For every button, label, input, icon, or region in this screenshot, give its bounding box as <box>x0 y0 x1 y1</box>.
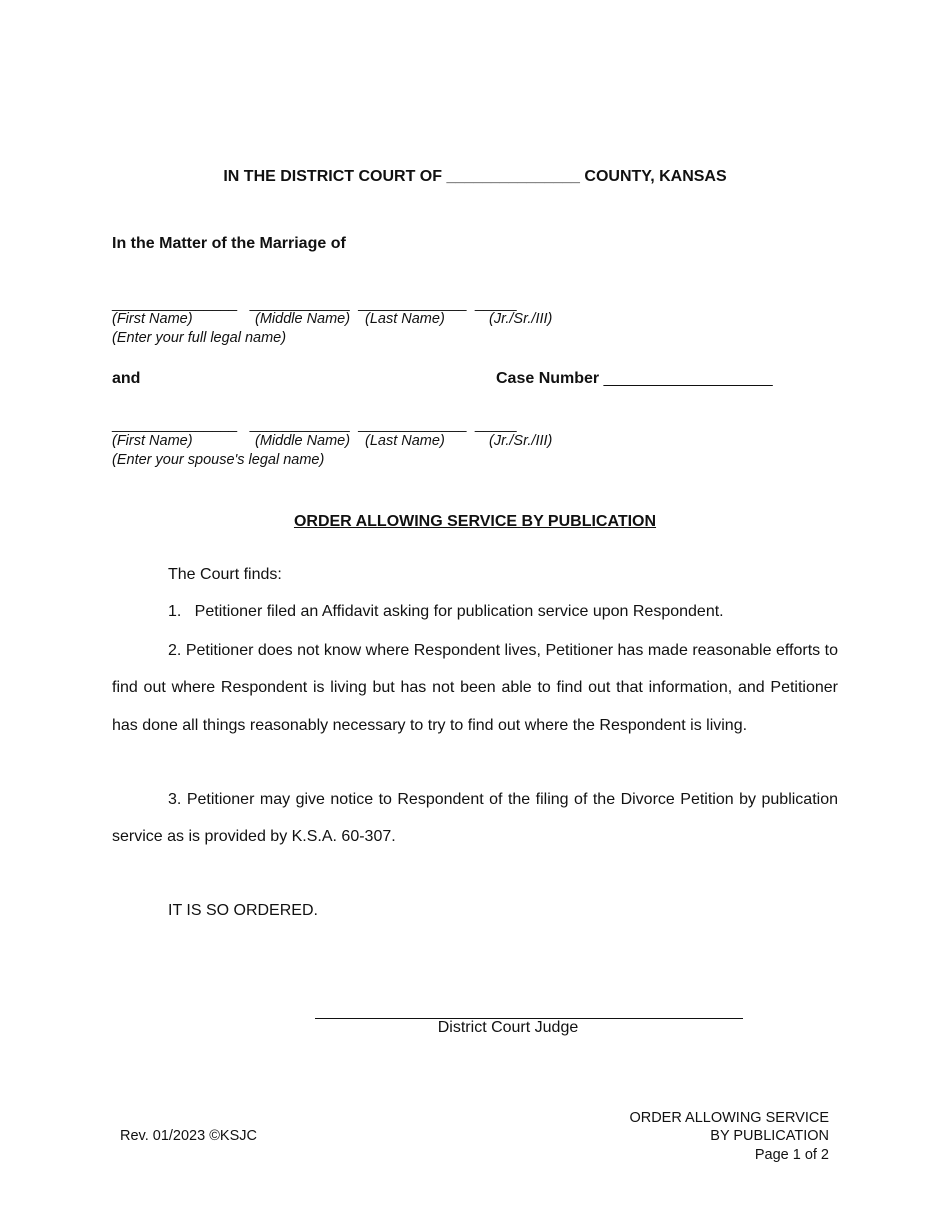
court-suffix: COUNTY, KANSAS <box>584 168 727 185</box>
footer-form-title-2: BY PUBLICATION <box>710 1128 829 1145</box>
petitioner-name-blanks: _______________ ____________ _____________ _____ <box>112 295 517 312</box>
order-title: ORDER ALLOWING SERVICE BY PUBLICATION <box>293 513 657 530</box>
so-ordered: IT IS SO ORDERED. <box>168 902 318 919</box>
petitioner-first-name-label: (First Name) <box>112 311 193 327</box>
petitioner-suffix-label: (Jr./Sr./III) <box>489 311 553 327</box>
spouse-last-name-label: (Last Name) <box>365 433 445 449</box>
petitioner-middle-name-label: (Middle Name) <box>255 311 351 327</box>
footer-form-info <box>629 1109 829 1164</box>
court-finds-intro: The Court finds: <box>168 566 282 583</box>
petitioner-last-name-label: (Last Name) <box>365 311 445 327</box>
matter-heading: In the Matter of the Marriage of <box>112 235 346 252</box>
judge-title: District Court Judge <box>437 1019 579 1036</box>
spouse-name-hint: (Enter your spouse's legal name) <box>112 452 325 468</box>
and-label: and <box>112 370 141 387</box>
spouse-middle-name-label: (Middle Name) <box>255 433 351 449</box>
county-blank: _______________ <box>446 168 580 185</box>
page-number: Page 1 of 2 <box>754 1146 829 1163</box>
finding-3: 3. Petitioner may give notice to Respondent of the filing of the Divorce Petition by publication service as is provided by K.S.A. 60-307. <box>112 791 838 846</box>
finding-1: 1. Petitioner filed an Affidavit asking for publication service upon Respondent. <box>168 603 724 620</box>
case-number-blank: ___________________ <box>603 370 773 387</box>
finding-2: 2. Petitioner does not know where Respondent lives, Petitioner has made reasonable efforts to find out where Respondent is living but has not been able to find out that information, and Petitioner has done all things reasonably necessary to try to find out where the Respondent is living. <box>112 642 838 734</box>
court-header <box>0 168 950 186</box>
case-number-label: Case Number <box>496 370 600 387</box>
case-number <box>496 370 773 388</box>
petitioner-name-hint: (Enter your full legal name) <box>112 330 287 346</box>
footer-form-title-1: ORDER ALLOWING SERVICE <box>629 1110 829 1126</box>
spouse-first-name-label: (First Name) <box>112 433 193 449</box>
spouse-suffix-label: (Jr./Sr./III) <box>489 433 553 449</box>
revision-note: Rev. 01/2023 ©KSJC <box>120 1128 257 1144</box>
spouse-name-blanks: _______________ ____________ _____________ _____ <box>112 416 517 433</box>
judge-signature-line <box>315 1002 743 1019</box>
court-prefix: IN THE DISTRICT COURT OF <box>223 168 443 185</box>
